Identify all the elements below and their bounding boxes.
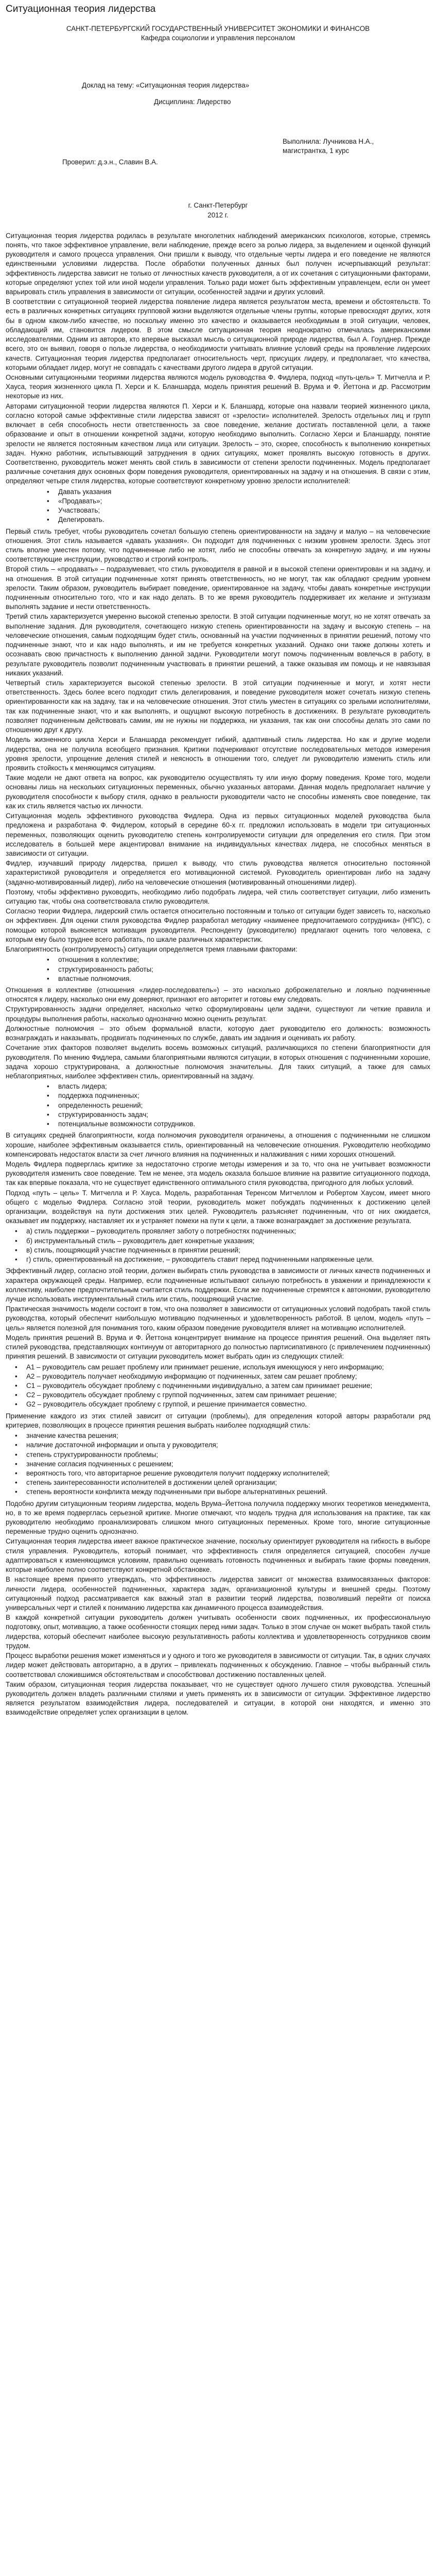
body-paragraph: Эффективный лидер, согласно этой теории, должен выбирать стиль руководства в зависимости от личных качеств подчиненных и характера окружающей среды. Например, если подчиненные испытывают сильную потребность в уважении и принадлежности к коллективу, наиболее предпочтительным считается стиль поддержки. Если же подчиненные стремятся к автономии, руководителю лучше использовать инструментальный стиль или стиль, поощряющий участие. (6, 1267, 430, 1303)
bullet-list (6, 955, 430, 984)
list-item: • а) стиль поддержки – руководитель проявляет заботу о потребностях подчиненных; (26, 1227, 430, 1236)
body-paragraph: Модель Фидлера подверглась критике за недостаточно строгие методы измерения и за то, что она не учитывает возможности руководителя изменить свое поведение. Тем не менее, эта модель оказала большое влияние на развитие ситуационного подхода, так как впервые показала, что не существует единственного оптимального стиля руководства, пригодного для любых условий. (6, 1160, 430, 1187)
list-item: • G2 – руководитель обсуждает проблему с группой, и решение принимается совместно. (26, 1400, 430, 1409)
performer-line-2: магистрантка, 1 курс (283, 146, 350, 155)
body-paragraph: Согласно теории Фидлера, лидерский стиль остается относительно постоянным и только от ситуации будет зависеть то, насколько он эффективен. Для оценки стиля руководства Фидлер разработал методику «наименее предпочитаемого сотрудника» (НПС), с помощью которой выясняется мотивация руководителя. Респонденту (руководителю) предлагают оценить того человека, с которым ему было труднее всего работать, по шкале различных характеристик. (6, 907, 430, 943)
list-item: • С2 – руководитель обсуждает проблему с группой подчиненных, затем сам принимает решение; (26, 1391, 430, 1400)
list-item: • потенциальные возможности сотрудников. (58, 1120, 430, 1129)
reviewer-line: Проверил: д.э.н., Славин В.А. (62, 158, 158, 166)
body-paragraph: Фидлер, изучавший природу лидерства, пришел к выводу, что стиль руководства является относительно постоянной характеристикой руководителя и определяется его мотивационной системой. Руководитель ориентирован либо на задачу (задачно-мотивированный лидер), либо на человеческие отношения (мотивированный отношениями лидер). (6, 859, 430, 886)
bullet-list (6, 1082, 430, 1129)
body-paragraph: Подобно другим ситуационным теориям лидерства, модель Врума–Йеттона получила поддержку многих теоретиков менеджмента, но, в то же время подверглась серьезной критике. Многие отмечают, что модель трудна для использования на практике, так как руководителю необходимо проанализировать слишком много ситуационных переменных. Кроме того, многие ситуационные переменные трудно оценить однозначно. (6, 1499, 430, 1536)
body-paragraph: Сочетание этих факторов позволяет выделить восемь возможных ситуаций, различающихся по степени благоприятности для руководителя. По мнению Фидлера, самыми благоприятными являются ситуации, в которых отношения с подчиненными хорошие, задача хорошо структурирована, а должностные полномочия значительны. Для таких ситуаций, а также для самых неблагоприятных, наиболее эффективен стиль, ориентированный на задачу. (6, 1044, 430, 1080)
body-paragraph: Первый стиль требует, чтобы руководитель сочетал большую степень ориентированности на задачу и малую – на человеческие отношения. Этот стиль называется «давать указания». Он подходит для подчиненных с низким уровнем зрелости. Здесь этот стиль вполне уместен потому, что подчиненные либо не хотят, либо не способны отвечать за конкретную задачу, и им нужны соответствующие инструкции, руководство и строгий контроль. (6, 527, 430, 564)
body-paragraph: В настоящее время принято утверждать, что эффективность лидерства зависит от множества взаимосвязанных факторов: личности лидера, особенностей подчиненных, характера задач, организационной культуры и внешней среды. Поэтому ситуационный подход рассматривается как важный этап в развитии теорий лидерства, позволивший перейти от поиска универсальных черт и стилей к пониманию лидерства как динамичного процесса взаимодействия. (6, 1575, 430, 1612)
list-item: • А2 – руководитель получает необходимую информацию от подчиненных, затем сам решает проблему; (26, 1372, 430, 1381)
body-paragraph: Должностные полномочия – это объем формальной власти, которую дает руководителю его должность: возможность вознаграждать и наказывать, продвигать подчиненных по службе, давать им задания и оценивать их работу. (6, 1024, 430, 1042)
body-paragraph: В соответствии с ситуационной теорией лидерства появление лидера является результатом места, времени и обстоятельств. То есть в различных конкретных ситуациях групповой жизни выделяются отдельные члены группы, которые превосходят других, хотя бы в одном каком-либо качестве, но поскольку именно это качество и оказывается необходимым в этой ситуации, человек, обладающий им, становится лидером. В этом смысле ситуационная теория неоднократно отмечалась американскими исследователями. Одним из авторов, кто впервые высказал мысль о ситуационной природе лидерства, был А. Гоулднер. Прежде всего, это он выявил, говоря о пользе лидерства, о необходимости учитывать влияние условий среды на проявление лидерских качеств. Ситуационная теория лидерства предполагает относительность черт, присущих лидеру, и предполагает, что качества, которыми обладает лидер, могут не совпадать с качествами другого лидера в другой ситуации. (6, 298, 430, 371)
body-paragraph: Модель принятия решений В. Врума и Ф. Йеттона концентрирует внимание на процессе принятия решений. Она выделяет пять стилей руководства, представляющих континуум от авторитарного до полностью партисипативного (с привлечением подчиненных) принятия решений. В зависимости от ситуации руководитель может выбрать один из следующих стилей: (6, 1333, 430, 1361)
body-paragraph: В каждой конкретной ситуации руководитель должен учитывать особенности своих подчиненных, их профессиональную подготовку, опыт, мотивацию, а также особенности стоящих перед ними задач. Только в этом случае он может выбрать такой стиль лидерства, который обеспечит наиболее высокую результативность работы коллектива и удовлетворенность сотрудников своим трудом. (6, 1614, 430, 1650)
body-paragraph: Благоприятность (контролируемость) ситуации определяется тремя главными факторами: (6, 945, 298, 954)
body-paragraph: В ситуациях средней благоприятности, когда полномочия руководителя ограничены, а отношения с подчиненными не слишком хорошие, наиболее эффективным оказывается стиль, ориентированный на человеческие отношения. Руководителю необходимо компенсировать недостаток власти за счет личного влияния на подчиненных и налаживания с ними хороших отношений. (6, 1131, 430, 1158)
page-title: Ситуационная теория лидерства (6, 4, 156, 14)
list-item: • степень структурированности проблемы; (26, 1450, 430, 1460)
body-paragraph: Такие модели не дают ответа на вопрос, как руководителю осуществлять ту или иную форму поведения. Кроме того, модели основаны лишь на нескольких ситуационных переменных, обычно указанных авторами. Данная модель предполагает наличие у руководителя способности к выбору стиля, однако в реальности руководители часто не способны изменять свое поведение, так как их стиль является частью их личности. (6, 774, 430, 810)
body-paragraph: Модель жизненного цикла Херси и Бланшарда рекомендует гибкий, адаптивный стиль лидерства. Но как и другие модели лидерства, она не получила всеобщего признания. Критики подчеркивают отсутствие последовательных методов измерения уровня зрелости, упрощение деления стилей и неясность в отношении того, следует ли руководителю изменить стиль или проявить стойкость к меняющимся ситуациям. (6, 736, 430, 772)
body-paragraph: Ситуационная модель эффективного руководства Фидлера. Одна из первых ситуационных моделей руководства была предложена и разработана Ф. Фидлером, который в середине 60-х гг. предложил использовать в модели три ситуационных переменных, позволяющих оценить руководителю степень контролируемости ситуации для определения его стиля. При этом исследователь в большей мере акцентировал внимание на индивидуальных качествах лидера, не способных меняться в зависимости от ситуации. (6, 812, 430, 857)
body-paragraph: Применение каждого из этих стилей зависит от ситуации (проблемы), для определения которой авторы разработали ряд критериев, позволяющих в процессе принятия решения выбрать наиболее подходящий стиль: (6, 1412, 430, 1429)
report-topic: Доклад на тему: «Ситуационная теория лидерства» (82, 81, 250, 90)
year-line: 2012 г. (207, 211, 229, 219)
list-item: • значение согласия подчиненных с решением; (26, 1460, 430, 1469)
bullet-list (6, 487, 430, 525)
body-paragraph: Основными ситуационными теориями лидерства являются модель руководства Ф. Фидлера, подход «путь-цель» Т. Митчелла и Р. Хауса, теория жизненного цикла П. Херси и К. Бланшарда, модель принятия решений В. Врума и Ф. Йеттона и др. Рассмотрим некоторые из них. (6, 374, 430, 400)
list-item: • в) стиль, поощряющий участие подчиненных в принятии решений; (26, 1246, 430, 1255)
list-item: • степень вероятности конфликта между подчиненными при выборе альтернативных решений. (26, 1487, 430, 1497)
performer-line-1: Выполнила: Лучникова Н.А., (283, 137, 374, 145)
list-item: • Участвовать; (58, 506, 430, 515)
list-item: • структурированность работы; (58, 965, 430, 974)
body-paragraph: Ситуационная теория лидерства родилась в результате многолетних наблюдений американских психологов, которые, стремясь понять, что такое эффективное управление, вели наблюдение, прежде всего за ролью лидера, за выделением и оценкой функций руководителя и самого процесса управления. Они пришли к выводу, что отдельные черты лидера и его поведение не являются единственными условиями лидерства. После обработки полученных данных был получен исчерпывающий результат: эффективность лидерства зависит не только от личностных качеств руководителя, а от их сочетания с ситуационными факторами, которые определяют успех той или иной модели управления. Только ради может быть эффективным управленцем, если он умеет варьировать стиль управления в зависимости от ситуации, особенностей задачи и других условий. (6, 231, 430, 296)
body-paragraph: Процесс выработки решения может изменяться и у одного и того же руководителя в зависимости от ситуации. Так, в одних случаях лидер может действовать авторитарно, а в других – привлекать подчиненных к обсуждению. Главное – чтобы выбранный стиль соответствовал сложившимся обстоятельствам и способствовал достижению поставленных целей. (6, 1652, 430, 1679)
department-name: Кафедра социологии и управления персоналом (141, 33, 295, 42)
institution-name: САНКТ-ПЕТЕРБУРГСКИЙ ГОСУДАРСТВЕННЫЙ УНИВЕРСИТЕТ ЭКОНОМИКИ И ФИНАНСОВ (66, 24, 370, 32)
list-item: • значение качества решения; (26, 1431, 430, 1440)
list-item: • вероятность того, что авторитарное решение руководителя получит поддержку исполнителей; (26, 1469, 430, 1478)
list-item: • поддержка подчиненных; (58, 1091, 430, 1100)
body-paragraph: Таким образом, ситуационная теория лидерства показывает, что не существует одного лучшего стиля руководства. Успешный руководитель должен владеть различными стилями и уметь применять их в зависимости от ситуации. Эффективное лидерство является результатом взаимодействия лидера, последователей и ситуации, в которой они находятся, и именно это взаимодействие определяет успех организации в целом. (6, 1680, 430, 1717)
bullet-list (6, 1363, 430, 1410)
list-item: • «Продавать»; (58, 497, 430, 506)
body-paragraph: Структурированность задачи определяет, насколько четко сформулированы цели задачи, существуют ли четкие правила и процедуры выполнения работы, насколько однозначно можно оценить результат. (6, 1005, 430, 1023)
body-paragraph: Практическая значимость модели состоит в том, что она позволяет в зависимости от ситуационных условий подобрать такой стиль руководства, который обеспечит наибольшую мотивацию подчиненных и удовлетворенность работой. В целом, модель «путь – цель» является полезной для понимания того, каким образом поведение руководителя влияет на мотивацию исполнителей. (6, 1305, 430, 1332)
body-paragraph: Подход «путь – цель» Т. Митчелла и Р. Хауса. Модель, разработанная Теренсом Митчеллом и Робертом Хаусом, имеет много общего с моделью Фидлера. Согласно этой теории, руководитель может побуждать подчиненных к достижению целей организации, воздействуя на пути достижения этих целей. Руководитель разъясняет подчиненным, что от них ожидается, оказывает им поддержку, наставляет их и устраняет помехи на пути к цели, а также вознаграждает за достижение результата. (6, 1189, 430, 1225)
list-item: • наличие достаточной информации и опыта у руководителя; (26, 1440, 430, 1450)
city-line: г. Санкт-Петербург (188, 201, 248, 210)
body-paragraph: Второй стиль – «продавать» – подразумевает, что стиль руководителя в равной и в высокой степени ориентирован и на задачу, и на отношения. В этой ситуации подчиненные хотят принять ответственность, но не могут, так как обладают средним уровнем зрелости. Таким образом, руководитель выбирает поведение, ориентированное на задачу, чтобы давать конкретные инструкции подчиненным относительно того, что и как надо делать. В то же время руководитель поддерживает их желание и энтузиазм выполнять задание и нести ответственность. (6, 565, 430, 611)
list-item: • власть лидера; (58, 1082, 430, 1091)
body-paragraph: Отношения в коллективе (отношения «лидер-последователь») – это насколько доброжелательно и лояльно подчиненные относятся к лидеру, насколько они ему доверяют, признают его авторитет и готовы ему следовать. (6, 986, 430, 1004)
list-item: • б) инструментальный стиль – руководитель дает конкретные указания; (26, 1236, 430, 1246)
body-paragraph: Четвертый стиль характеризуется высокой степенью зрелости. В этой ситуации подчиненные и могут, и хотят нести ответственность. Здесь более всего подходит стиль делегирования, и поведение руководителя может сочетать низкую степень ориентированности как на задачу, так и на человеческие отношения. Этот стиль уместен в ситуациях со зрелыми исполнителями, так как подчиненные знают, что и как выполнять, и ощущают высокую потребность в достижениях. В результате руководитель позволяет подчиненным действовать самим, им не нужны ни поддержка, ни указания, так как они способны делать это сами по отношению друг к другу. (6, 679, 430, 734)
list-item: • отношения в коллективе; (58, 955, 430, 964)
list-item: • властные полномочия. (58, 974, 430, 984)
list-item: • определенность решений; (58, 1101, 430, 1110)
body-paragraph: Авторами ситуационной теории лидерства являются П. Херси и К. Бланшард, которые она назвали теорией жизненного цикла, согласно которой самые эффективные стили лидерства зависят от «зрелости» исполнителей. Зрелость отдельных лиц и групп включает в себя способность нести ответственность за свое поведение, желание достигать поставленной цели, а также образование и опыт в отношении конкретной задачи, которую необходимо выполнить. Согласно Херси и Бланшарду, понятие зрелости не является постоянным качеством лица или ситуации. Зрелость – это, скорее, способность к выполнению конкретных задач. Нужно работник, испытывающий затруднения в одних ситуациях, может проявлять высокую готовность в других. Соответственно, руководитель может менять свой стиль в зависимости от степени зрелости подчиненных. Модель предполагает различные сочетания двух основных форм поведения руководителя, ориентированных на задачу и на отношения. В связи с этим, определяют четыре стиля лидерства, которые соответствуют конкретному уровню зрелости исполнителей: (6, 402, 430, 485)
list-item: • г) стиль, ориентированный на достижение, – руководитель ставит перед подчиненными напряженные цели. (26, 1255, 430, 1264)
document-body (6, 231, 430, 1718)
bullet-list (6, 1227, 430, 1264)
list-item: • структурированность задач; (58, 1110, 430, 1120)
list-item: • степень заинтересованности исполнителей в достижении целей организации; (26, 1478, 430, 1487)
body-paragraph: Ситуационная теория лидерства имеет важное практическое значение, поскольку ориентирует руководителя на гибкость в выборе стиля управления. Руководитель, который понимает, что эффективность стиля определяется ситуацией, способен лучше адаптироваться к изменяющимся условиям, правильно оценивать готовность подчиненных и выбирать такие формы поведения, которые наиболее полно соответствуют конкретной обстановке. (6, 1537, 430, 1574)
list-item: • Делегировать. (58, 515, 430, 524)
body-paragraph: Третий стиль характеризуется умеренно высокой степенью зрелости. В этой ситуации подчиненные могут, но не хотят отвечать за выполнение задания. Для руководителя, сочетающего низкую степень ориентированности на задачу и высокую степень – на человеческие отношения, самым подходящим будет стиль, основанный на участии подчиненных в принятии решений, потому что подчиненные знают, что и как надо выполнять, и им не требуется конкретных указаний. Однако они также должны хотеть и осознавать свою причастность к выполнению данной задачи. Руководители могут помочь подчиненным вовлечься в работу, в результате руководитель позволит подчиненным участвовать в принятии решений, а также оказывая им помощь и не навязывая никаких указаний. (6, 613, 430, 677)
discipline-line: Дисциплина: Лидерство (154, 98, 231, 106)
list-item: • А1 – руководитель сам решает проблему или принимает решение, используя имеющуюся у него информацию; (26, 1363, 430, 1372)
list-item: • Давать указания (58, 487, 430, 497)
bullet-list (6, 1431, 430, 1497)
body-paragraph: Поэтому, чтобы эффективно руководить, необходимо либо подобрать лидера, чей стиль соответствует ситуации, либо изменить ситуацию так, чтобы она соответствовала стилю руководителя. (6, 888, 430, 906)
list-item: • С1 – руководитель обсуждает проблему с подчиненными индивидуально, а затем сам принимает решение; (26, 1381, 430, 1391)
